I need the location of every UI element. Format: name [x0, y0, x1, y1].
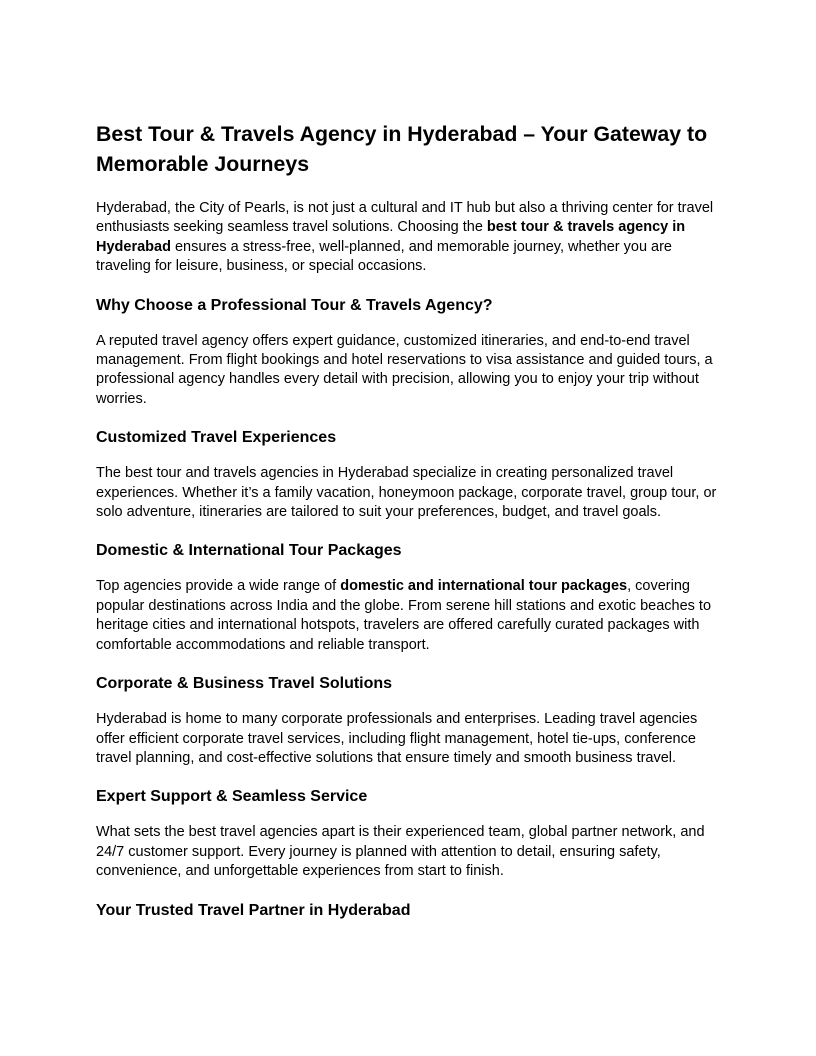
section-body-corporate: Hyderabad is home to many corporate professionals and enterprises. Leading travel agencies offer efficient corporate travel services, including flight management, hotel tie-ups, conference travel planning, and cost-effective solutions that ensure timely and smooth business travel.: [96, 711, 698, 766]
packages-text-after: , covering popular destinations across India and the globe. From serene hill stations and exotic beaches to heritage cities and international hotspots, travelers are offered carefully curated packages with comfortable accommodations and reliable transport.: [96, 578, 712, 653]
packages-bold-phrase: domestic and international tour packages: [340, 578, 628, 595]
section-heading-why-choose: Why Choose a Professional Tour & Travels Agency?: [96, 296, 493, 314]
packages-text-before: Top agencies provide a wide range of: [96, 578, 341, 595]
section-body-packages: [96, 577, 722, 655]
intro-text-after: ensures a stress-free, well-planned, and memorable journey, whether you are traveling for leisure, business, or special occasions.: [96, 238, 672, 275]
intro-paragraph: [96, 199, 722, 277]
section-heading-packages: Domestic & International Tour Packages: [96, 542, 402, 560]
document-page: [96, 119, 722, 937]
section-heading-corporate: Corporate & Business Travel Solutions: [96, 675, 393, 693]
section-body-customized: The best tour and travels agencies in Hyderabad specialize in creating personalized travel experiences. Whether it’s a family vacation, honeymoon package, corporate travel, group tour, or solo adventure, itineraries are tailored to suit your preferences, budget, and travel goals.: [96, 465, 717, 521]
section-body-why-choose: A reputed travel agency offers expert guidance, customized itineraries, and end-to-end travel management. From flight bookings and hotel reservations to visa assistance and guided tours, a professional agency handles every detail with precision, allowing you to enjoy your trip without worries.: [96, 332, 713, 407]
section-heading-support: Expert Support & Seamless Service: [96, 788, 368, 806]
intro-text-before: Hyderabad, the City of Pearls, is not just a cultural and IT hub but also a thriving center for travel enthusiasts seeking seamless travel solutions. Choosing the: [96, 200, 714, 236]
document-title: Best Tour & Travels Agency in Hyderabad – Your Gateway to Memorable Journeys: [96, 122, 708, 176]
intro-bold-phrase: best tour & travels agency in Hyderabad: [96, 219, 686, 255]
section-heading-customized: Customized Travel Experiences: [96, 429, 337, 447]
section-body-support: What sets the best travel agencies apart is their experienced team, global partner network, and 24/7 customer support. Every journey is planned with attention to detail, ensuring safety, convenience, and unforgettable experiences from start to finish.: [96, 824, 705, 880]
section-heading-trusted-partner: Your Trusted Travel Partner in Hyderabad: [96, 901, 411, 919]
